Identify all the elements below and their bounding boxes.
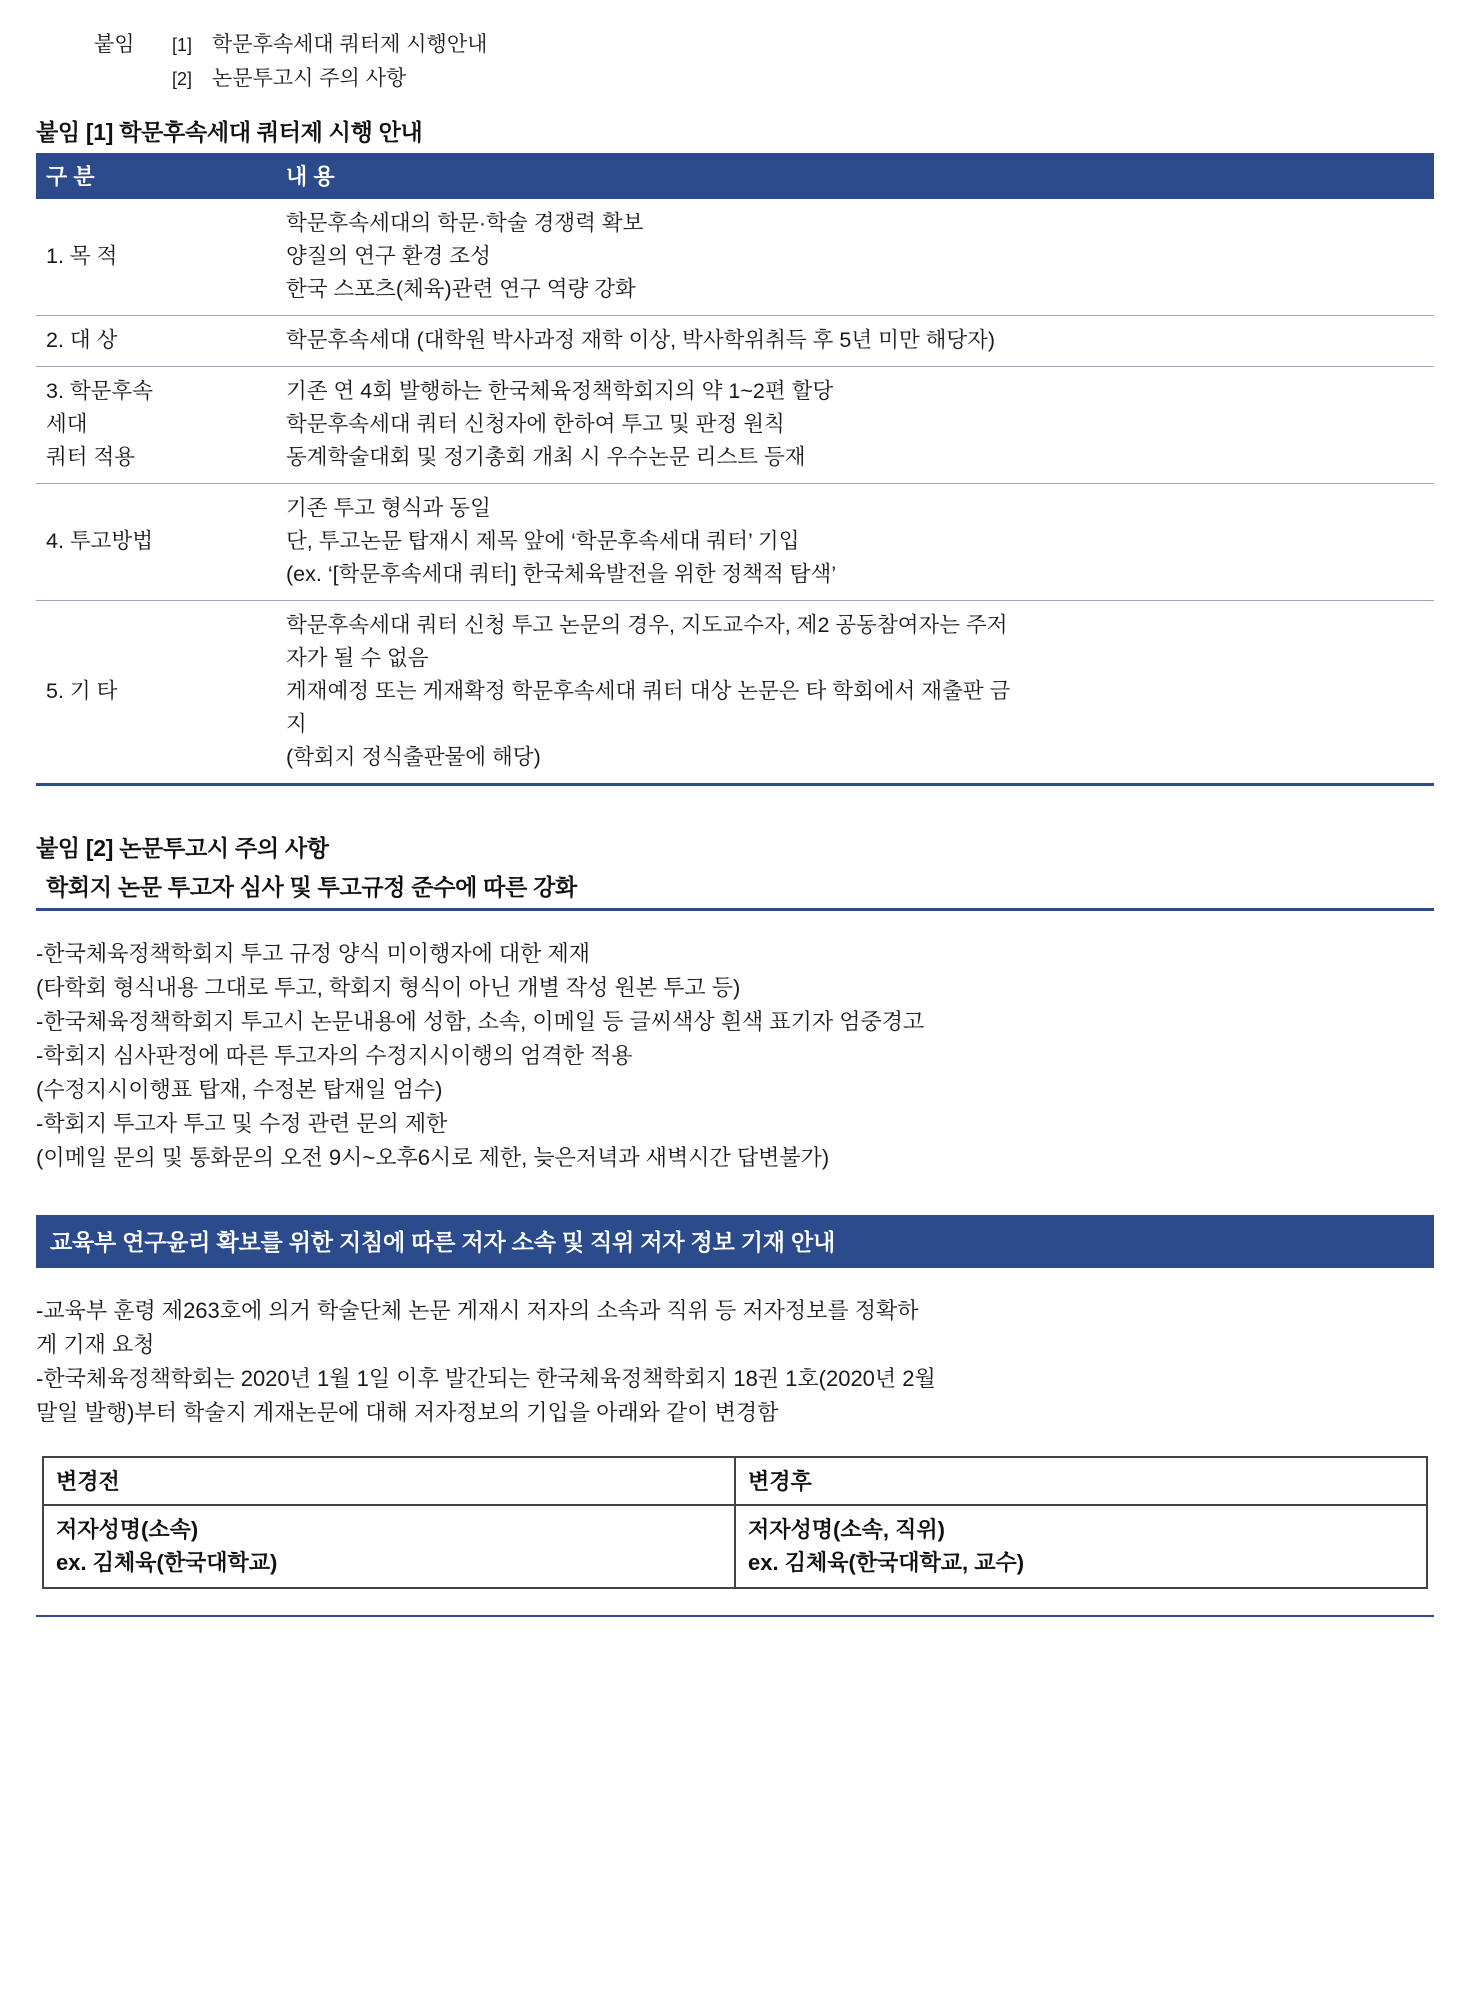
- content-line: 한국 스포츠(체육)관련 연구 역량 강화: [286, 277, 636, 301]
- table-cell-content: [276, 316, 1434, 367]
- content-line: 단, 투고논문 탑재시 제목 앞에 ‘학문후속세대 쿼터’ 기입: [286, 529, 800, 553]
- table-cell-content: [276, 484, 1434, 601]
- compare-line: 저자성명(소속, 직위): [748, 1517, 945, 1542]
- content-line: 학문후속세대의 학문·학술 경쟁력 확보: [286, 211, 644, 235]
- content-line: 게재예정 또는 게재확정 학문후속세대 쿼터 대상 논문은 타 학회에서 재출판 금: [286, 679, 1011, 703]
- compare-header-after: 변경후: [735, 1457, 1427, 1505]
- quota-table: [36, 153, 1434, 786]
- table-cell-category: [36, 601, 276, 785]
- attachment-list: [36, 28, 1434, 96]
- spacer: [36, 1268, 1434, 1294]
- attachment-text: 논문투고시 주의 사항: [212, 67, 407, 90]
- attachment-text: 학문후속세대 쿼터제 시행안내: [212, 33, 488, 56]
- category-line: 5. 기 타: [46, 679, 118, 703]
- category-line: 쿼터 적용: [46, 445, 136, 469]
- author-info-banner: 교육부 연구윤리 확보를 위한 지침에 따른 저자 소속 및 직위 저자 정보 기재 안내: [36, 1215, 1434, 1268]
- section2-body: [36, 937, 1434, 1175]
- body-line: (수정지시이행표 탑재, 수정본 탑재일 엄수): [36, 1077, 443, 1102]
- content-line: (ex. ‘[학문후속세대 쿼터] 한국체육발전을 위한 정책적 탐색’: [286, 562, 837, 586]
- content-line: 기존 투고 형식과 동일: [286, 496, 491, 520]
- table-header-content: 내 용: [276, 153, 1434, 199]
- section2-subheading: 학회지 논문 투고자 심사 및 투고규정 준수에 따른 강화: [46, 874, 577, 900]
- attachment-row: [94, 62, 1434, 96]
- before-after-table: [42, 1456, 1428, 1589]
- category-line: 세대: [46, 412, 88, 436]
- content-line: 양질의 연구 환경 조성: [286, 244, 491, 268]
- table-row: [36, 601, 1434, 785]
- table-row: [36, 316, 1434, 367]
- body-line: 게 기재 요청: [36, 1332, 155, 1357]
- compare-line: 저자성명(소속): [56, 1517, 199, 1542]
- table-cell-category: [36, 484, 276, 601]
- table-row: [36, 199, 1434, 316]
- table-row: [36, 484, 1434, 601]
- compare-cell-before: [43, 1505, 735, 1588]
- compare-line: ex. 김체육(한국대학교): [56, 1550, 278, 1575]
- table-cell-content: [276, 367, 1434, 484]
- category-line: 4. 투고방법: [46, 529, 153, 553]
- spacer: [36, 1175, 1434, 1215]
- table-row: [36, 367, 1434, 484]
- body-line: 말일 발행)부터 학술지 게재논문에 대해 저자정보의 기입을 아래와 같이 변경함: [36, 1400, 779, 1425]
- spacer: [36, 786, 1434, 826]
- content-line: (학회지 정식출판물에 해당): [286, 745, 541, 769]
- compare-line: ex. 김체육(한국대학교, 교수): [748, 1550, 1025, 1575]
- content-line: 학문후속세대 쿼터 신청자에 한하여 투고 및 판정 원칙: [286, 412, 785, 436]
- content-line: 학문후속세대 쿼터 신청 투고 논문의 경우, 지도교수자, 제2 공동참여자는 주저: [286, 613, 1008, 637]
- attachment-number: [1]: [172, 35, 193, 55]
- table-cell-category: [36, 199, 276, 316]
- table-cell-content: [276, 199, 1434, 316]
- body-line: (이메일 문의 및 통화문의 오전 9시~오후6시로 제한, 늦은저녁과 새벽시간 답변불가): [36, 1145, 830, 1170]
- table-row: [43, 1505, 1427, 1588]
- section2-heading: 붙임 [2] 논문투고시 주의 사항: [36, 835, 329, 861]
- content-line: 자가 될 수 없음: [286, 646, 429, 670]
- footer-rule: [36, 1615, 1434, 1617]
- compare-cell-after: [735, 1505, 1427, 1588]
- category-line: 1. 목 적: [46, 244, 118, 268]
- category-line: 3. 학문후속: [46, 379, 153, 403]
- body-line: -학회지 심사판정에 따른 투고자의 수정지시이행의 엄격한 적용: [36, 1043, 633, 1068]
- spacer: [36, 911, 1434, 937]
- body-line: -한국체육정책학회는 2020년 1월 1일 이후 발간되는 한국체육정책학회지 18권 1호(2020년 2월: [36, 1366, 936, 1391]
- spacer: [36, 1430, 1434, 1456]
- compare-header-before: 변경전: [43, 1457, 735, 1505]
- body-line: -교육부 훈령 제263호에 의거 학술단체 논문 게재시 저자의 소속과 직위 등 저자정보를 정확하: [36, 1298, 919, 1323]
- body-line: -학회지 투고자 투고 및 수정 관련 문의 제한: [36, 1111, 448, 1136]
- content-line: 지: [286, 712, 307, 736]
- table-header-row: [36, 153, 1434, 199]
- body-line: -한국체육정책학회지 투고시 논문내용에 성함, 소속, 이메일 등 글씨색상 흰색 표기자 엄중경고: [36, 1009, 925, 1034]
- section3-body: [36, 1294, 1434, 1430]
- table-header-row: [43, 1457, 1427, 1505]
- spacer: [36, 1589, 1434, 1615]
- attachment-row: [94, 28, 1434, 62]
- body-line: (타학회 형식내용 그대로 투고, 학회지 형식이 아닌 개별 작성 원본 투고 등): [36, 975, 741, 1000]
- category-line: 2. 대 상: [46, 328, 118, 352]
- table-cell-content: [276, 601, 1434, 785]
- attachment-number: [2]: [172, 69, 193, 89]
- content-line: 학문후속세대 (대학원 박사과정 재학 이상, 박사학위취득 후 5년 미만 해당자): [286, 328, 996, 352]
- table-cell-category: [36, 367, 276, 484]
- body-line: -한국체육정책학회지 투고 규정 양식 미이행자에 대한 제재: [36, 941, 591, 966]
- table-header-category: 구 분: [36, 153, 276, 199]
- attachment-label: 붙임: [94, 33, 135, 56]
- content-line: 동계학술대회 및 정기총회 개최 시 우수논문 리스트 등재: [286, 445, 806, 469]
- content-line: 기존 연 4회 발행하는 한국체육정책학회지의 약 1~2편 할당: [286, 379, 834, 403]
- table-cell-category: [36, 316, 276, 367]
- section1-heading: 붙임 [1] 학문후속세대 쿼터제 시행 안내: [36, 119, 423, 145]
